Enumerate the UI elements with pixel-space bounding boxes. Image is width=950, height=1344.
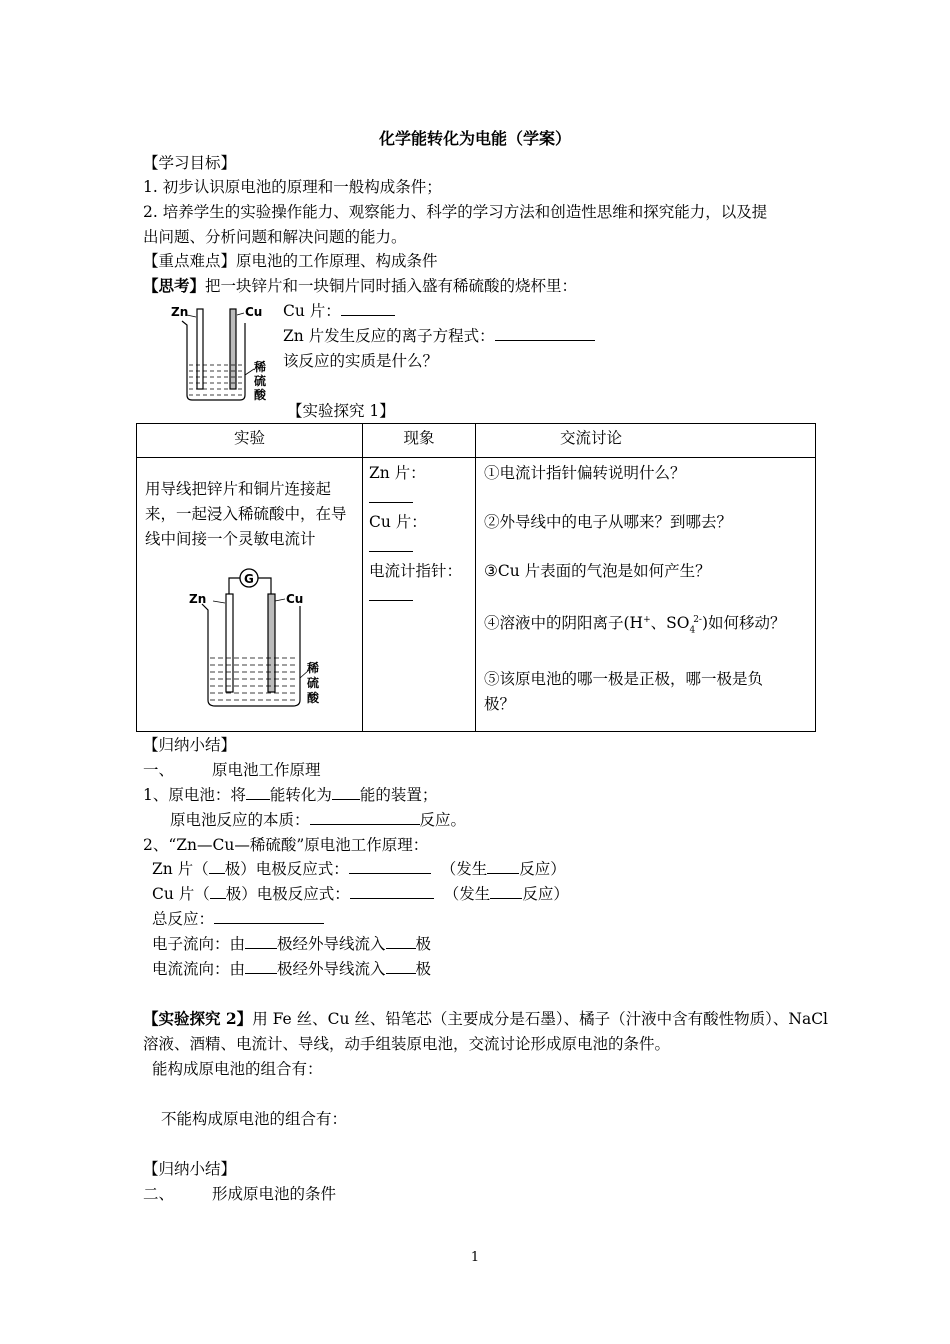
exp2-label: 【实验探究 2】 bbox=[143, 1009, 253, 1028]
discussion-q2: ②外导线中的电子从哪来？到哪去？ bbox=[484, 513, 733, 531]
experiment-desc bbox=[145, 477, 347, 552]
table-header-row bbox=[137, 424, 816, 458]
exp2-text1: 用 Fe 丝、Cu 丝、铅笔芯（主要成分是石墨）、橘子（汁液中含有酸性物质）、NaCl bbox=[252, 1010, 829, 1028]
blank[interactable] bbox=[214, 907, 324, 924]
discussion-q3: ③Cu 片表面的气泡是如何产生？ bbox=[484, 562, 711, 580]
cu-reaction-line: Cu 片（ 极）电极反应式： （发生 反应） bbox=[152, 882, 569, 906]
header-cell bbox=[363, 424, 476, 458]
think-q3: 该反应的实质是什么？ bbox=[283, 352, 439, 370]
header-experiment: 实验 bbox=[233, 429, 265, 447]
think-q2-label: Zn 片发生反应的离子方程式： bbox=[283, 327, 495, 345]
summary1-line3: 2、“Zn—Cu—稀硫酸”原电池工作原理： bbox=[143, 836, 429, 854]
think-q1 bbox=[283, 299, 395, 323]
phenomenon-zn: Zn 片： bbox=[369, 464, 426, 482]
exp2-can: 能构成原电池的组合有： bbox=[152, 1060, 323, 1078]
discussion-q5a: ⑤该原电池的哪一极是正极，哪一极是负 bbox=[484, 670, 764, 689]
header-discussion: 交流讨论 bbox=[560, 429, 623, 447]
beaker-icon bbox=[202, 594, 300, 706]
phenomenon-cu: Cu 片： bbox=[369, 513, 427, 531]
phenomenon-cell bbox=[363, 458, 476, 732]
think-q2 bbox=[283, 324, 595, 348]
blank[interactable] bbox=[369, 486, 413, 503]
electron-flow-line: 电子流向：由 极经外导线流入 极 bbox=[152, 932, 431, 956]
blank[interactable] bbox=[332, 783, 360, 800]
think-q1-label: Cu 片： bbox=[283, 302, 341, 320]
fig2-acid-1: 稀 bbox=[307, 661, 320, 675]
discussion-q1: ①电流计指针偏转说明什么？ bbox=[484, 464, 686, 482]
phenomenon-needle: 电流计指针： bbox=[369, 562, 463, 580]
blank[interactable] bbox=[369, 584, 413, 601]
fig1-zn-label: Zn bbox=[171, 305, 189, 319]
summary1-sec-title: 原电池工作原理 bbox=[212, 761, 321, 779]
fig2-g-label: G bbox=[244, 572, 254, 586]
blank[interactable] bbox=[490, 882, 522, 899]
summary1-sec-num: 一、 bbox=[143, 761, 175, 779]
discussion-list bbox=[484, 461, 786, 716]
summary2-sec-num: 二、 bbox=[143, 1185, 175, 1203]
solution-icon bbox=[210, 658, 298, 700]
discussion-q5b: 极？ bbox=[484, 694, 516, 713]
blank[interactable] bbox=[310, 808, 420, 825]
fig1-acid-2: 硫 bbox=[254, 374, 267, 388]
galvanometer-figure bbox=[185, 568, 325, 713]
beaker-figure-1 bbox=[168, 303, 273, 403]
table-row bbox=[137, 458, 816, 732]
think-line bbox=[143, 274, 577, 298]
header-cell bbox=[476, 424, 816, 458]
fig2-zn-label: Zn bbox=[189, 592, 207, 606]
blank[interactable] bbox=[246, 783, 270, 800]
header-cell bbox=[137, 424, 363, 458]
exp2-cannot: 不能构成原电池的组合有： bbox=[161, 1110, 348, 1128]
summary2-heading: 【归纳小结】 bbox=[143, 1160, 237, 1178]
exp2-line2: 溶液、酒精、电流计、导线，动手组装原电池，交流讨论形成原电池的条件。 bbox=[143, 1035, 671, 1053]
beaker-icon bbox=[182, 309, 245, 400]
header-phenomenon: 现象 bbox=[403, 429, 435, 447]
goals-heading: 【学习目标】 bbox=[143, 154, 237, 172]
blank[interactable] bbox=[350, 882, 434, 899]
discussion-cell bbox=[476, 458, 816, 732]
think-label: 【思考】 bbox=[143, 276, 206, 295]
experiment-desc-line: 来，一起浸入稀硫酸中，在导 bbox=[145, 505, 347, 523]
exp1-heading: 【实验探究 1】 bbox=[287, 402, 395, 420]
blank[interactable] bbox=[341, 299, 395, 316]
exp2-line1 bbox=[143, 1007, 828, 1031]
key-points: 【重点难点】原电池的工作原理、构成条件 bbox=[143, 252, 438, 270]
blank[interactable] bbox=[369, 535, 413, 552]
blank[interactable] bbox=[386, 957, 416, 974]
blank[interactable] bbox=[386, 932, 416, 949]
blank[interactable] bbox=[245, 957, 277, 974]
summary1-line2: 原电池反应的本质： 反应。 bbox=[170, 808, 466, 832]
blank[interactable] bbox=[245, 932, 277, 949]
blank[interactable] bbox=[349, 857, 431, 874]
summary1-line1: 1、原电池：将 能转化为 能的装置； bbox=[143, 783, 437, 807]
experiment-cell bbox=[137, 458, 363, 732]
fig2-cu-label: Cu bbox=[286, 592, 304, 606]
phenomenon-list bbox=[369, 461, 462, 608]
fig1-acid-1: 稀 bbox=[254, 360, 267, 374]
fig1-cu-label: Cu bbox=[245, 305, 263, 319]
blank[interactable] bbox=[487, 857, 519, 874]
page-number: 1 bbox=[470, 1250, 480, 1265]
summary2-sec-title: 形成原电池的条件 bbox=[212, 1185, 337, 1203]
fig1-acid-3: 酸 bbox=[254, 388, 267, 402]
blank[interactable] bbox=[209, 857, 225, 874]
experiment-desc-line: 线中间接一个灵敏电流计 bbox=[145, 530, 316, 548]
blank[interactable] bbox=[210, 882, 226, 899]
summary1-heading: 【归纳小结】 bbox=[143, 736, 237, 754]
total-reaction-line: 总反应： bbox=[152, 907, 324, 931]
experiment-table bbox=[136, 423, 816, 732]
discussion-q4: ④溶液中的阴阳离子(H+、$SO_4^{2-}$)如何移动？ bbox=[484, 614, 786, 636]
fig2-acid-3: 酸 bbox=[307, 691, 320, 705]
zn-reaction-line: Zn 片（ 极）电极反应式： （发生 反应） bbox=[152, 857, 566, 881]
goal-item-2a: 2. 培养学生的实验操作能力、观察能力、科学的学习方法和创造性思维和探究能力，以及提 bbox=[143, 203, 768, 221]
goal-item-1: 1. 初步认识原电池的原理和一般构成条件； bbox=[143, 178, 442, 196]
think-text: 把一块锌片和一块铜片同时插入盛有稀硫酸的烧杯里： bbox=[205, 277, 578, 295]
experiment-desc-line: 用导线把锌片和铜片连接起 bbox=[145, 480, 332, 498]
fig2-acid-2: 硫 bbox=[307, 676, 320, 690]
current-flow-line: 电流流向：由 极经外导线流入 极 bbox=[152, 957, 431, 981]
page-title: 化学能转化为电能（学案） bbox=[378, 129, 571, 148]
goal-item-2b: 出问题、分析问题和解决问题的能力。 bbox=[143, 228, 407, 246]
blank[interactable] bbox=[495, 324, 595, 341]
